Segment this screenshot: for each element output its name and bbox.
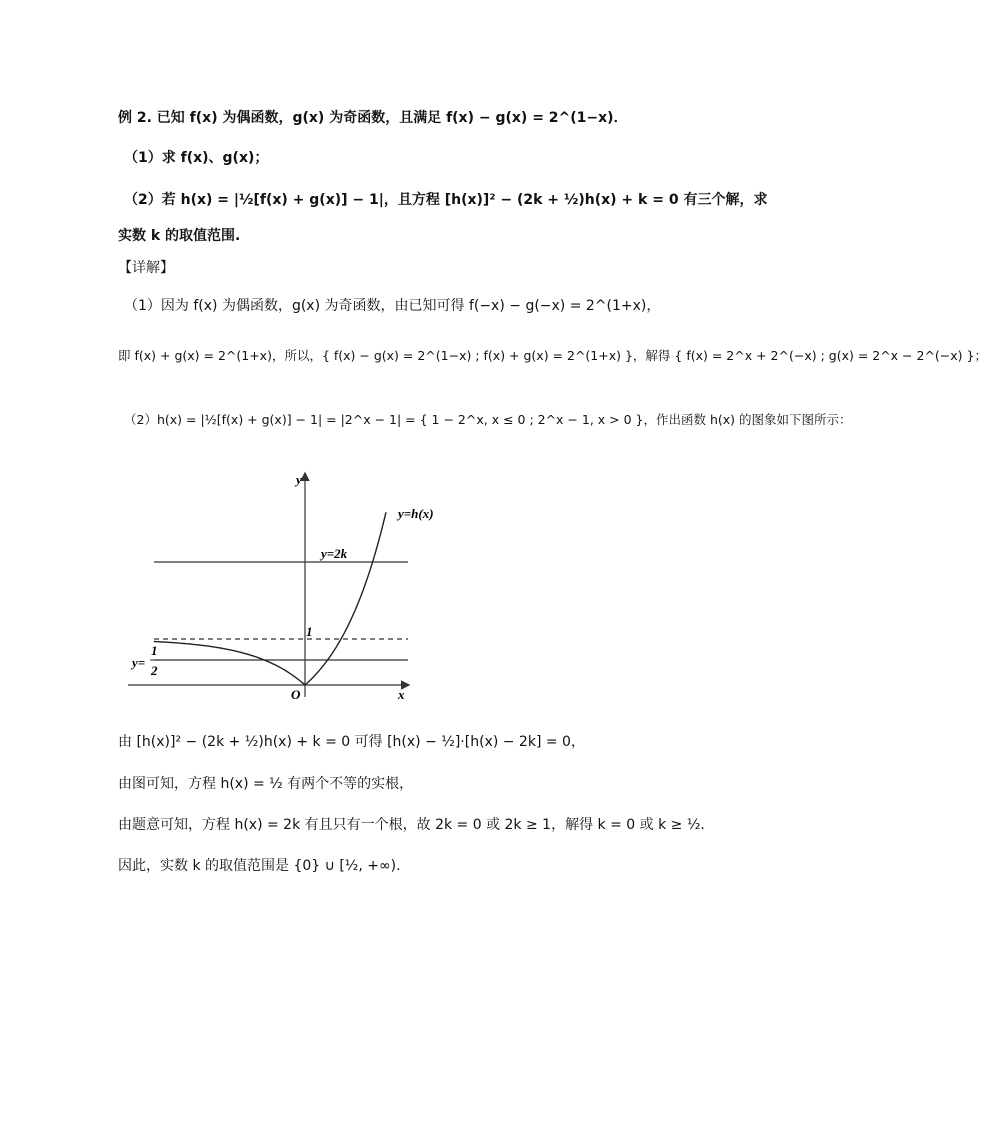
solution-conclusion: 因此，实数 k 的取值范围是 {0} ∪ [½, +∞). [118, 858, 401, 874]
question-2-line-1: （2）若 h(x) = |½[f(x) + g(x)] − 1|，且方程 [h(x)]² − (2k + ½)h(x) + k = 0 有三个解，求 [124, 192, 768, 208]
question-1: （1）求 f(x)、g(x)； [124, 150, 269, 166]
curve-h [154, 512, 386, 685]
solution-factor: 由 [h(x)]² − (2k + ½)h(x) + k = 0 可得 [h(x) − ½]·[h(x) − 2k] = 0， [118, 734, 585, 750]
line-2k-label: y=2k [321, 546, 348, 561]
solution-part-2: （2）h(x) = |½[f(x) + g(x)] − 1| = |2^x − 1| = { 1 − 2^x, x ≤ 0 ; 2^x − 1, x > 0 }，作出函数 h(x) 的图象如下图所示： [124, 412, 852, 427]
solution-label: 【详解】 [118, 260, 174, 276]
solution-part-1: （1）因为 f(x) 为偶函数，g(x) 为奇函数，由已知可得 f(−x) − g(−x) = 2^(1+x)， [124, 298, 661, 314]
function-graph [118, 462, 434, 702]
solution-system: 即 f(x) + g(x) = 2^(1+x)，所以，{ f(x) − g(x) = 2^(1−x) ; f(x) + g(x) = 2^(1+x) }，解得 { f(x) = 2^x + 2^(−x) ; g(x) = 2^x − 2^(−x) }； [118, 348, 987, 363]
solution-2k-root: 由题意可知，方程 h(x) = 2k 有且只有一个根，故 2k = 0 或 2k ≥ 1，解得 k = 0 或 k ≥ ½. [118, 817, 705, 833]
curve-label: y=h(x) [398, 506, 434, 521]
x-axis-label: x [398, 687, 405, 702]
half-label-prefix: y= [132, 655, 146, 670]
one-label: 1 [306, 624, 313, 639]
example-heading: 例 2. 已知 f(x) 为偶函数，g(x) 为奇函数，且满足 f(x) − g(x) = 2^(1−x)． [118, 110, 628, 126]
half-label-denominator: 2 [151, 663, 158, 678]
half-label-numerator: 1 [151, 643, 158, 658]
solution-half-roots: 由图可知，方程 h(x) = ½ 有两个不等的实根， [118, 776, 414, 792]
origin-label: O [291, 687, 301, 702]
y-axis-label: y [296, 472, 302, 487]
question-2-line-2: 实数 k 的取值范围. [118, 228, 241, 244]
